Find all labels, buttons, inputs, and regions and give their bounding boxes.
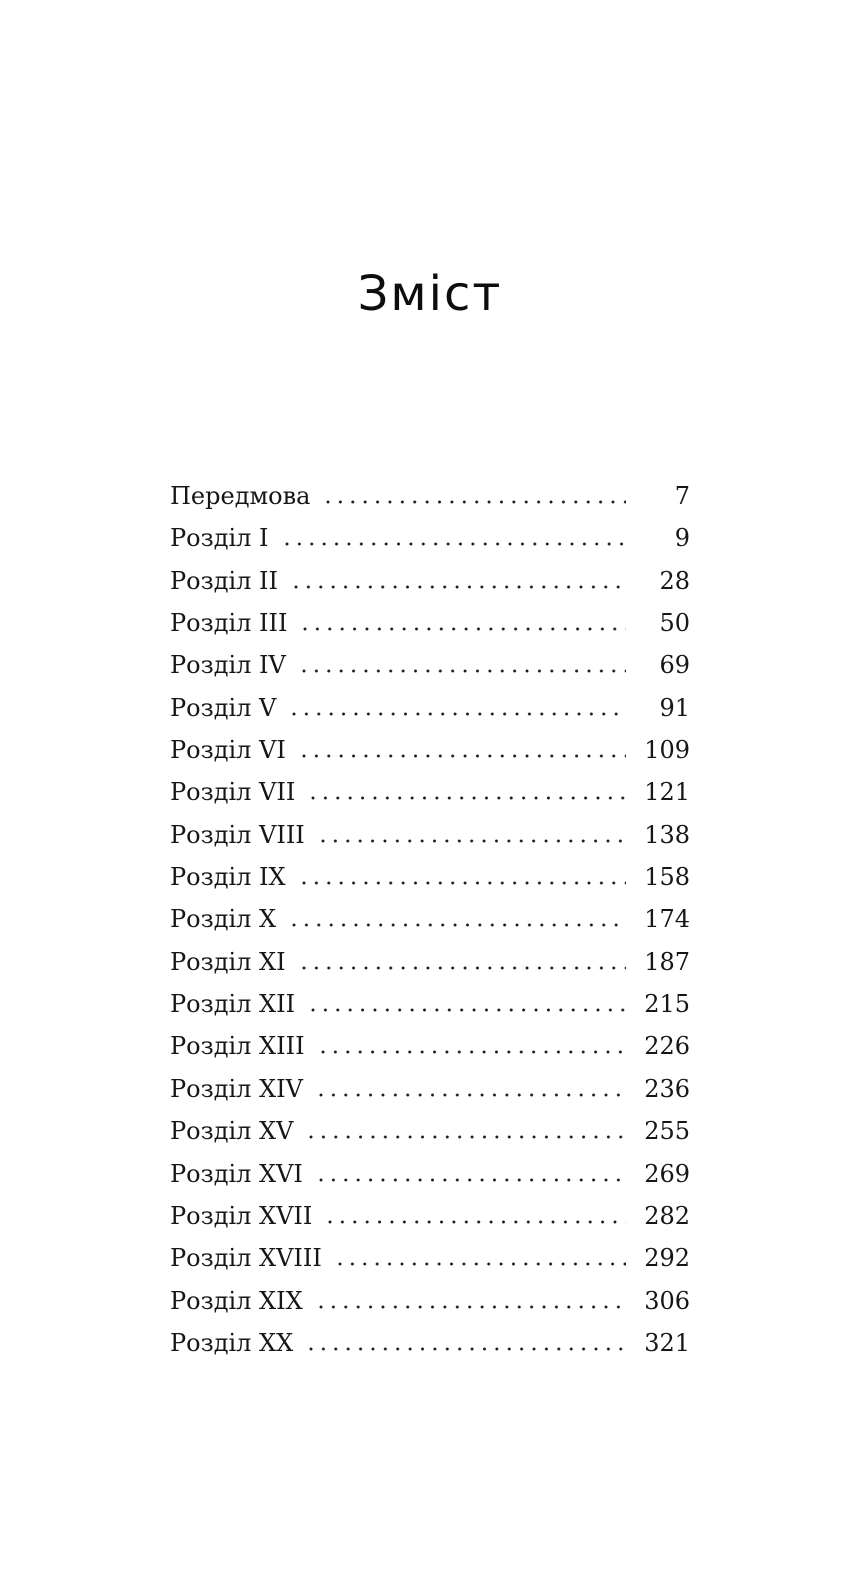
toc-entry-page: 50 xyxy=(659,609,690,638)
toc-entry xyxy=(170,517,690,559)
toc-entry-page: 174 xyxy=(644,905,690,934)
toc-entry-label: Розділ IV xyxy=(170,651,286,680)
toc-leader-dots xyxy=(302,966,626,970)
toc-entry-page: 226 xyxy=(644,1032,690,1061)
toc-leader-dots xyxy=(302,669,626,673)
toc-leader-dots xyxy=(294,585,626,589)
toc-leader-dots xyxy=(319,1305,626,1309)
toc-entry-page: 138 xyxy=(644,820,690,849)
toc-entry-page: 91 xyxy=(659,693,690,722)
toc-leader-dots xyxy=(311,796,626,800)
toc-entry-label: Розділ XX xyxy=(170,1328,294,1357)
toc-entry-label: Розділ X xyxy=(170,905,277,934)
toc-entry-page: 69 xyxy=(659,651,690,680)
toc-leader-dots xyxy=(321,839,626,843)
toc-leader-dots xyxy=(311,1008,626,1012)
toc-entry xyxy=(170,898,690,940)
toc-entry xyxy=(170,602,690,644)
toc-entry xyxy=(170,729,690,771)
toc-entry-page: 269 xyxy=(644,1159,690,1188)
toc-entry xyxy=(170,941,690,983)
toc-entry-label: Розділ IX xyxy=(170,863,286,892)
toc-entry-page: 306 xyxy=(644,1286,690,1315)
toc-leader-dots xyxy=(319,1178,626,1182)
toc-entry-label: Розділ VI xyxy=(170,736,286,765)
toc-leader-dots xyxy=(328,1220,626,1224)
toc-leader-dots xyxy=(309,1347,626,1351)
toc-leader-dots xyxy=(292,923,626,927)
toc-list xyxy=(170,475,690,1364)
toc-entry-page: 321 xyxy=(644,1328,690,1357)
toc-entry-page: 187 xyxy=(644,947,690,976)
toc-entry-page: 215 xyxy=(644,990,690,1019)
toc-entry-page: 292 xyxy=(644,1244,690,1273)
toc-entry xyxy=(170,1237,690,1279)
toc-entry-label: Розділ XIII xyxy=(170,1032,305,1061)
toc-entry-page: 236 xyxy=(644,1074,690,1103)
toc-leader-dots xyxy=(302,754,626,758)
page-title: Зміст xyxy=(357,266,503,322)
toc-leader-dots xyxy=(319,1093,626,1097)
toc-entry-label: Розділ V xyxy=(170,693,277,722)
toc-entry-label: Розділ XVII xyxy=(170,1201,313,1230)
toc-entry-label: Розділ III xyxy=(170,609,288,638)
toc-entry xyxy=(170,771,690,813)
toc-entry-label: Передмова xyxy=(170,482,311,510)
toc-entry xyxy=(170,983,690,1025)
toc-entry-label: Розділ XI xyxy=(170,947,286,976)
toc-entry-page: 9 xyxy=(674,524,690,553)
toc-entry-page: 28 xyxy=(659,566,690,595)
toc-entry xyxy=(170,644,690,686)
toc-entry-page: 121 xyxy=(644,778,690,807)
toc-entry xyxy=(170,1110,690,1152)
toc-entry xyxy=(170,1153,690,1195)
toc-entry-page: 255 xyxy=(644,1117,690,1146)
toc-entry xyxy=(170,475,690,517)
toc-entry-label: Розділ VIII xyxy=(170,820,305,849)
toc-entry xyxy=(170,687,690,729)
toc-entry-label: Розділ XII xyxy=(170,990,296,1019)
toc-leader-dots xyxy=(338,1262,626,1266)
toc-leader-dots xyxy=(321,1050,626,1054)
toc-leader-dots xyxy=(285,542,627,546)
toc-entry-page: 158 xyxy=(644,863,690,892)
toc-entry-page: 109 xyxy=(644,736,690,765)
toc-entry xyxy=(170,856,690,898)
toc-entry xyxy=(170,560,690,602)
toc-entry-label: Розділ XVI xyxy=(170,1159,303,1188)
toc-entry xyxy=(170,1025,690,1067)
toc-entry-label: Розділ XV xyxy=(170,1117,294,1146)
toc-leader-dots xyxy=(303,627,626,631)
toc-leader-dots xyxy=(302,881,626,885)
toc-leader-dots xyxy=(309,1135,626,1139)
toc-entry xyxy=(170,814,690,856)
toc-entry-label: Розділ VII xyxy=(170,778,296,807)
toc-entry xyxy=(170,1322,690,1364)
toc-entry-page: 282 xyxy=(644,1201,690,1230)
toc-entry xyxy=(170,1068,690,1110)
toc-entry xyxy=(170,1280,690,1322)
toc-leader-dots xyxy=(326,500,626,504)
toc-entry-label: Розділ XIV xyxy=(170,1074,303,1103)
toc-entry-label: Розділ I xyxy=(170,524,269,553)
toc-entry-label: Розділ II xyxy=(170,566,278,595)
toc-entry-label: Розділ XIX xyxy=(170,1286,303,1315)
toc-entry-page: 7 xyxy=(674,482,690,510)
toc-entry-label: Розділ XVIII xyxy=(170,1244,322,1273)
toc-entry xyxy=(170,1195,690,1237)
toc-leader-dots xyxy=(292,712,626,716)
